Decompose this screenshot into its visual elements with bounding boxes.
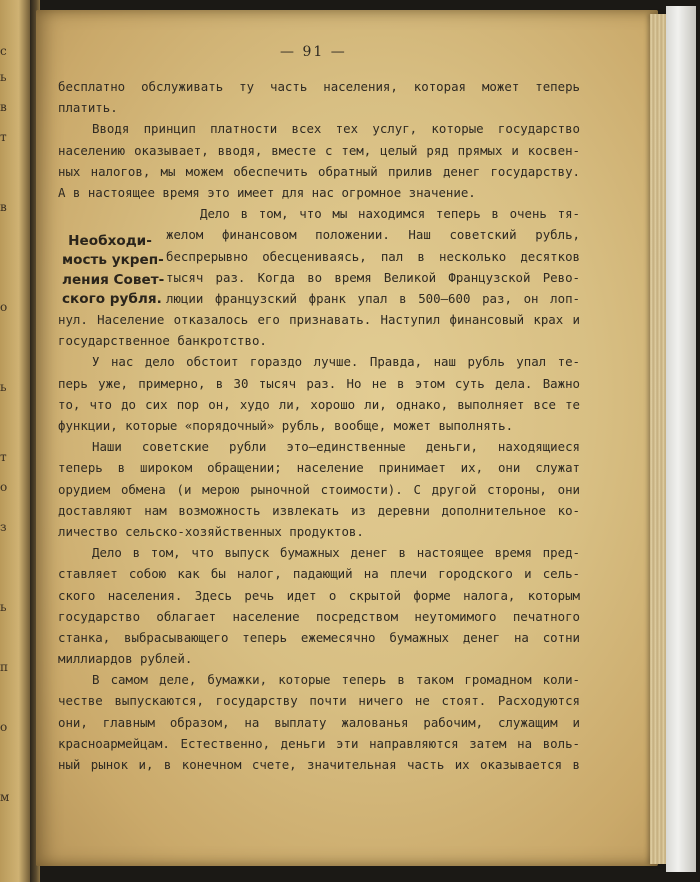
text-line: Дело в том, что выпуск бумажных денег в настоящее время пред- — [92, 545, 580, 561]
text-line: А в настоящее время это имеет для нас огромное значение. — [58, 184, 476, 200]
text-line: люции французский франк упал в 500—600 раз, он лоп- — [166, 290, 580, 306]
left-fragment-text: в — [0, 200, 8, 214]
text-line: то, что до сих пор он, худо ли, хорошо ли, однако, выполняет все те — [58, 396, 580, 412]
left-fragment-text: о — [0, 720, 9, 734]
text-line: населению оказывает, вводя, вместе с тем, целый ряд прямых и косвен- — [58, 142, 580, 158]
text-line: красноармейцам. Естественно, деньги эти направляются затем на воль- — [58, 735, 580, 751]
text-line: бесплатно обслуживать ту часть населения, которая может теперь — [58, 79, 580, 94]
margin-heading-line: мость укреп- — [62, 252, 164, 269]
text-line: ных налогов, мы можем обеспечить обратный прилив денег государству. — [58, 163, 580, 179]
text-line: желом финансовом положении. Наш советский рубль, — [166, 227, 580, 243]
text-line: государственное банкротство. — [58, 333, 267, 349]
left-fragment-text: ь — [0, 380, 8, 394]
text-line: они, главным образом, на выплату жалованья рабочим, служащим и — [58, 714, 580, 730]
text-line: станка, выбрасывающего теперь ежемесячно бумажных денег на сотни — [58, 629, 580, 645]
text-line: ского населения. Здесь речь идет о скрытой форме налога, которым — [58, 587, 580, 603]
left-fragment-text: т — [0, 450, 8, 464]
text-line: честве выпускаются, государству почти ничего не стоят. Расходуются — [58, 693, 580, 709]
left-fragment-text: п — [0, 660, 9, 674]
text-line: перь уже, примерно, в 30 тысяч раз. Но не в этом суть дела. Важно — [58, 375, 580, 391]
text-line: беспрерывно обесцениваясь, пал в несколько десятков — [166, 248, 580, 264]
margin-heading-line: Необходи- — [68, 233, 152, 249]
left-fragment-text: с — [0, 44, 8, 58]
page-body — [58, 76, 580, 775]
book-cover-edge — [666, 6, 696, 872]
text-line: нул. Население отказалось его признавать. Наступил финансовый крах и — [58, 312, 580, 328]
margin-heading-line: ления Совет- — [62, 271, 165, 288]
left-fragment-text: о — [0, 480, 9, 494]
text-line: государство облагает население посредством неутомимого печатного — [58, 608, 580, 624]
text-line: В самом деле, бумажки, которые теперь в таком громадном коли- — [92, 672, 580, 688]
page-number: — 91 — — [280, 44, 347, 60]
text-line: орудием обмена (и мерою рыночной стоимости). С другой стороны, они — [58, 481, 580, 497]
text-line: тысяч раз. Когда во время Великой Французской Рево- — [166, 269, 580, 285]
margin-heading-line: ского рубля. — [62, 291, 162, 308]
text-line: личество сельско-хозяйственных продуктов. — [58, 523, 364, 539]
text-line: теперь в широком обращении; население принимает их, они служат — [58, 460, 580, 476]
text-line: У нас дело обстоит гораздо лучше. Правда, наш рубль упал те- — [92, 354, 580, 370]
text-line: Вводя принцип платности всех тех услуг, которые государство — [92, 121, 580, 137]
left-fragment-text: ь — [0, 600, 8, 614]
text-line: доставляют нам возможность извлекать из деревни дополнительное ко- — [58, 502, 580, 518]
left-fragment-text: м — [0, 790, 11, 804]
text-line: ставляет собою как бы налог, падающий на плечи городского и сель- — [58, 566, 580, 582]
wrapped-paragraph — [166, 203, 580, 309]
text-line: миллиардов рублей. — [58, 651, 193, 667]
text-line: ный рынок и, в конечном счете, значительная часть их оказывается в — [58, 757, 580, 772]
left-fragment-text: в — [0, 100, 8, 114]
text-line: функции, которые «порядочный» рубль, вообще, может выполнять. — [58, 418, 514, 433]
text-line: Наши советские рубли это—единственные деньги, находящиеся — [92, 439, 580, 455]
left-fragment-text: ь — [0, 70, 8, 84]
left-page-fragment — [0, 0, 34, 882]
left-fragment-text: з — [0, 520, 8, 534]
left-fragment-text: т — [0, 130, 8, 144]
text-line: Дело в том, что мы находимся теперь в очень тя- — [200, 206, 580, 222]
margin-heading — [62, 232, 165, 310]
text-line: платить. — [58, 100, 118, 116]
left-fragment-text: о — [0, 300, 9, 314]
